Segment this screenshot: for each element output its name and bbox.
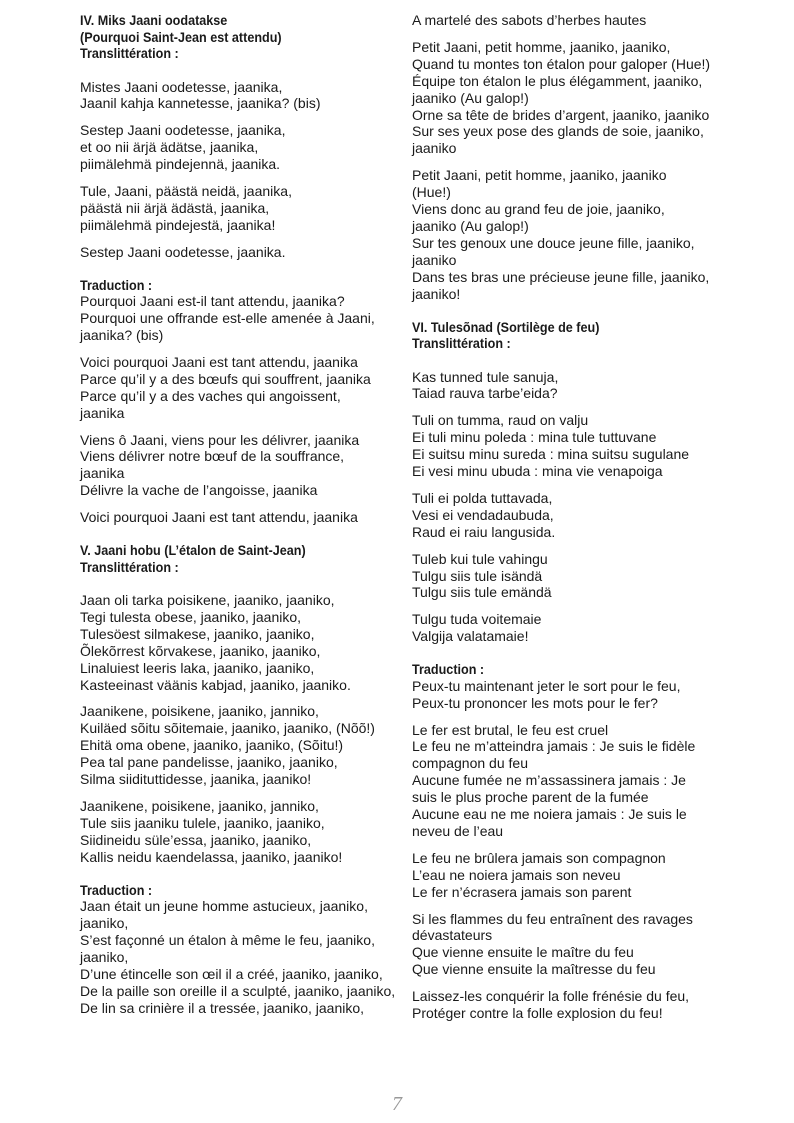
- verse-line: Pourquoi Jaani est-il tant attendu, jaanika?: [80, 293, 345, 310]
- verse-line: jaaniko,: [80, 948, 129, 965]
- verse-line: Tuli ei polda tuttavada,: [412, 489, 553, 506]
- section-v-heading: [80, 542, 410, 575]
- verse-line: Sur ses yeux pose des glands de soie, jaaniko,: [412, 123, 704, 140]
- page-number: 7: [392, 1093, 402, 1115]
- verse-line: Petit Jaani, petit homme, jaaniko, jaaniko,: [412, 38, 671, 55]
- traduction-heading: [80, 882, 410, 899]
- verse-line: Tulgu tuda voitemaie: [412, 611, 542, 628]
- verse-line: Le fer est brutal, le feu est cruel: [412, 721, 609, 738]
- heading-line: Traduction :: [412, 661, 485, 678]
- verse-line: S’est façonné un étalon à même le feu, jaaniko,: [80, 931, 375, 948]
- verse-line: Le feu ne brûlera jamais son compagnon: [412, 849, 666, 866]
- verse-line: Sestep Jaani oodetesse, jaanika.: [80, 243, 286, 260]
- verse-line: Tule siis jaaniku tulele, jaaniko, jaaniko,: [80, 814, 325, 831]
- left-column: [80, 12, 410, 1016]
- section-vi-heading: [412, 319, 730, 352]
- heading-line: (Pourquoi Saint-Jean est attendu): [80, 28, 282, 45]
- stanza: [412, 988, 730, 1022]
- verse-line: jaaniko!: [412, 285, 461, 302]
- verse-line: Dans tes bras une précieuse jeune fille, jaaniko,: [412, 268, 710, 285]
- verse-line: jaaniko (Au galop!): [412, 89, 529, 106]
- verse-line: Silma siidituttidesse, jaanika, jaaniko!: [80, 771, 312, 788]
- verse-line: Tuleb kui tule vahingu: [412, 550, 548, 567]
- stanza: [412, 722, 730, 840]
- verse-line: dévastateurs: [412, 927, 493, 944]
- stanza: [80, 703, 410, 788]
- heading-line: Translittération :: [80, 558, 179, 575]
- section-iv-heading: [80, 12, 410, 62]
- stanza: [412, 911, 730, 979]
- verse-line: Protéger contre la folle explosion du feu!: [412, 1005, 663, 1022]
- heading-line: Traduction :: [80, 276, 153, 293]
- verse-line: L’eau ne noiera jamais son neveu: [412, 866, 621, 883]
- verse-line: Équipe ton étalon le plus élégamment, jaaniko,: [412, 72, 703, 89]
- verse-line: Õlekõrrest kõrvakese, jaaniko, jaaniko,: [80, 642, 321, 659]
- verse-line: Mistes Jaani oodetesse, jaanika,: [80, 78, 283, 95]
- verse-line: Ei tuli minu poleda : mina tule tuttuvane: [412, 429, 657, 446]
- verse-line: Jaanikene, poisikene, jaaniko, janniko,: [80, 798, 319, 814]
- verse-line: jaanika: [80, 404, 125, 421]
- verse-line: Kallis neidu kaendelassa, jaaniko, jaaniko!: [80, 848, 343, 865]
- verse-line: jaanika: [80, 465, 125, 482]
- verse-line: suis le plus proche parent de la fumée: [412, 789, 649, 806]
- verse-line: et oo nii ärjä ädätse, jaanika,: [80, 139, 259, 156]
- stanza: [412, 850, 730, 901]
- stanza: [80, 293, 410, 344]
- right-column: [412, 12, 730, 1022]
- verse-line: Jaanikene, poisikene, jaaniko, janniko,: [80, 703, 319, 720]
- verse-line: Tuli on tumma, raud on valju: [412, 412, 589, 429]
- stanza: [412, 678, 730, 712]
- verse-line: Sestep Jaani oodetesse, jaanika,: [80, 122, 286, 139]
- stanza: [412, 369, 730, 403]
- verse-line: Kasteeinast väänis kabjad, jaaniko, jaaniko.: [80, 676, 351, 693]
- verse-line: Kas tunned tule sanuja,: [412, 368, 559, 385]
- verse-line: Sur tes genoux une douce jeune fille, jaaniko,: [412, 234, 695, 251]
- verse-line: Le feu ne m’atteindra jamais : Je suis le fidèle: [412, 738, 696, 755]
- verse-line: Peux-tu maintenant jeter le sort pour le feu,: [412, 677, 681, 694]
- verse-line: piimälehmä pindejestä, jaanika!: [80, 216, 276, 233]
- verse-line: Laissez-les conquérir la folle frénésie du feu,: [412, 988, 690, 1005]
- verse-line: neveu de l’eau: [412, 822, 504, 839]
- verse-line: Parce qu’il y a des bœufs qui souffrent, jaanika: [80, 370, 371, 387]
- verse-line: jaanika? (bis): [80, 326, 164, 343]
- verse-line: Viens délivrer notre bœuf de la souffrance,: [80, 448, 345, 465]
- verse-line: Siidineidu süle’essa, jaaniko, jaaniko,: [80, 831, 312, 848]
- verse-line: Pourquoi une offrande est-elle amenée à Jaani,: [80, 310, 375, 327]
- heading-line: V. Jaani hobu (L’étalon de Saint-Jean): [80, 542, 306, 559]
- verse-line: Petit Jaani, petit homme, jaaniko, jaaniko: [412, 167, 667, 184]
- stanza: [80, 122, 410, 173]
- verse-line: Tulgu siis tule emändä: [412, 584, 552, 601]
- verse-line: Tegi tulesta obese, jaaniko, jaaniko,: [80, 608, 302, 625]
- verse-line: D’une étincelle son œil il a créé, jaaniko, jaaniko,: [80, 965, 383, 982]
- verse-line: Que vienne ensuite la maîtresse du feu: [412, 961, 656, 978]
- verse-line: Taiad rauva tarbe’eida?: [412, 385, 558, 402]
- heading-line: Translittération :: [80, 45, 179, 61]
- stanza: [80, 509, 410, 526]
- stanza: [80, 432, 410, 500]
- stanza: [412, 39, 730, 157]
- stanza: [80, 183, 410, 234]
- verse-line: Pea tal pane pandelisse, jaaniko, jaaniko,: [80, 754, 338, 771]
- verse-line: Jaan oli tarka poisikene, jaaniko, jaaniko,: [80, 592, 335, 609]
- verse-line: De lin sa crinière il a tressée, jaaniko, jaaniko,: [80, 999, 365, 1016]
- stanza: [80, 592, 410, 693]
- verse-line: Parce qu’il y a des vaches qui angoissent,: [80, 387, 341, 404]
- heading-line: IV. Miks Jaani oodatakse: [80, 12, 228, 28]
- verse-line: piimälehmä pindejennä, jaanika.: [80, 156, 281, 173]
- traduction-heading: [80, 277, 410, 294]
- verse-line: jaaniko: [412, 140, 457, 157]
- verse-line: De la paille son oreille il a sculpté, jaaniko, jaaniko,: [80, 982, 396, 999]
- stanza: [412, 12, 730, 29]
- verse-line: päästä nii ärjä ädästä, jaanika,: [80, 199, 270, 216]
- stanza: [80, 354, 410, 422]
- heading-line: Traduction :: [80, 881, 153, 898]
- verse-line: Délivre la vache de l’angoisse, jaanika: [80, 482, 318, 499]
- traduction-heading: [412, 661, 730, 678]
- verse-line: Vesi ei vendadaubuda,: [412, 506, 554, 523]
- stanza: [412, 611, 730, 645]
- verse-line: Ei suitsu minu sureda : mina suitsu sugulane: [412, 446, 690, 463]
- stanza: [412, 167, 730, 302]
- verse-line: Si les flammes du feu entraînent des ravages: [412, 910, 693, 927]
- verse-line: Tulgu siis tule isändä: [412, 567, 543, 584]
- verse-line: Jaanil kahja kannetesse, jaanika? (bis): [80, 95, 321, 112]
- verse-line: Voici pourquoi Jaani est tant attendu, jaanika: [80, 353, 358, 370]
- verse-line: jaaniko: [412, 251, 457, 268]
- verse-line: Voici pourquoi Jaani est tant attendu, jaanika: [80, 509, 358, 526]
- verse-line: (Hue!): [412, 184, 451, 201]
- verse-line: Kuiläed sõitu sõitemaie, jaaniko, jaaniko, (Nõõ!): [80, 720, 375, 737]
- heading-line: Translittération :: [412, 335, 511, 351]
- heading-line: VI. Tulesõnad (Sortilège de feu): [412, 318, 600, 335]
- verse-line: Ehitä oma obene, jaaniko, jaaniko, (Sõitu!): [80, 737, 344, 754]
- verse-line: Ei vesi minu ubuda : mina vie venapoiga: [412, 463, 663, 480]
- verse-line: Viens donc au grand feu de joie, jaaniko,: [412, 201, 665, 218]
- verse-line: Aucune fumée ne m’assassinera jamais : Je: [412, 772, 686, 789]
- verse-line: jaaniko (Au galop!): [412, 217, 529, 234]
- verse-line: Valgija valatamaie!: [412, 628, 529, 645]
- verse-line: Jaan était un jeune homme astucieux, jaaniko,: [80, 898, 368, 915]
- verse-line: Le fer n’écrasera jamais son parent: [412, 883, 632, 900]
- verse-line: Raud ei raiu langusida.: [412, 523, 556, 540]
- stanza: [80, 244, 410, 261]
- stanza: [412, 551, 730, 602]
- verse-line: A martelé des sabots d’herbes hautes: [412, 12, 647, 28]
- verse-line: Linaluiest leeris laka, jaaniko, jaaniko,: [80, 659, 315, 676]
- verse-line: Tule, Jaani, päästä neidä, jaanika,: [80, 183, 292, 200]
- verse-line: Quand tu montes ton étalon pour galoper (Hue!): [412, 55, 711, 72]
- stanza: [80, 898, 410, 1016]
- verse-line: Que vienne ensuite le maître du feu: [412, 944, 634, 961]
- verse-line: Orne sa tête de brides d’argent, jaaniko, jaaniko: [412, 106, 710, 123]
- verse-line: compagnon du feu: [412, 755, 528, 772]
- stanza: [412, 412, 730, 480]
- verse-line: Aucune eau ne me noiera jamais : Je suis le: [412, 806, 687, 823]
- verse-line: Viens ô Jaani, viens pour les délivrer, jaanika: [80, 431, 360, 448]
- stanza: [412, 490, 730, 541]
- verse-line: Peux-tu prononcer les mots pour le fer?: [412, 694, 658, 711]
- stanza: [80, 79, 410, 113]
- verse-line: Tulesöest silmakese, jaaniko, jaaniko,: [80, 625, 315, 642]
- verse-line: jaaniko,: [80, 915, 129, 932]
- stanza: [80, 798, 410, 866]
